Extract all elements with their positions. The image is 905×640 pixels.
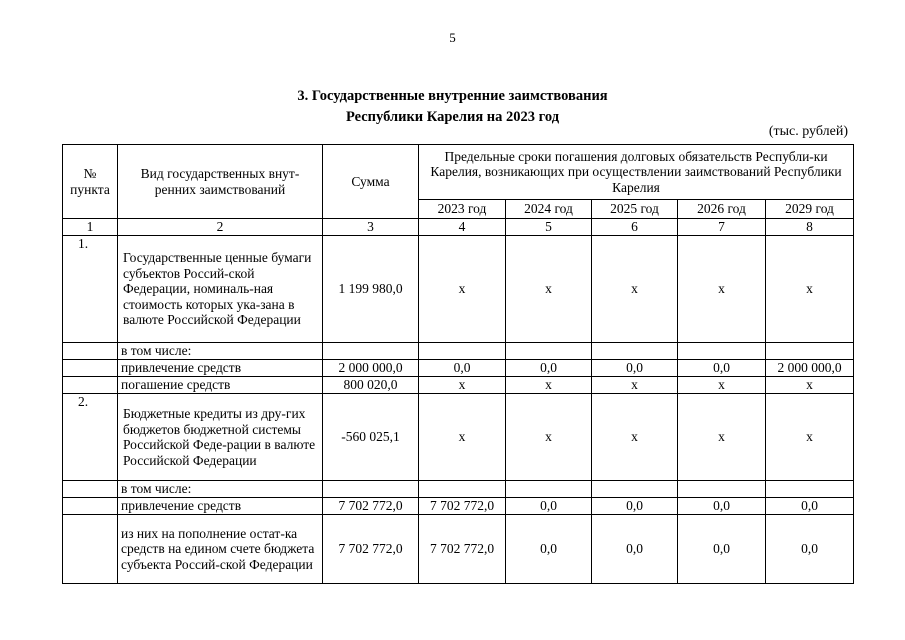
column-number: 8 — [766, 219, 854, 236]
table-row — [63, 481, 854, 498]
row-name: привлечение средств — [118, 360, 323, 377]
row-value: 0,0 — [766, 515, 854, 584]
column-number: 5 — [506, 219, 592, 236]
row-sum: 800 020,0 — [323, 377, 419, 394]
row-name: в том числе: — [118, 343, 323, 360]
row-value: 0,0 — [506, 498, 592, 515]
row-number — [63, 360, 118, 377]
row-value: x — [506, 394, 592, 481]
table-row — [63, 343, 854, 360]
row-value: x — [592, 377, 678, 394]
table-row — [63, 236, 854, 343]
row-value: x — [678, 236, 766, 343]
row-sum: 7 702 772,0 — [323, 498, 419, 515]
section-title — [0, 86, 905, 128]
row-value: x — [506, 377, 592, 394]
row-number — [63, 377, 118, 394]
row-number — [63, 515, 118, 584]
column-number: 4 — [419, 219, 506, 236]
row-number — [63, 343, 118, 360]
row-sum: -560 025,1 — [323, 394, 419, 481]
header-year: 2029 год — [766, 200, 854, 219]
row-value — [766, 481, 854, 498]
row-value — [766, 343, 854, 360]
column-number: 2 — [118, 219, 323, 236]
row-value: 0,0 — [678, 515, 766, 584]
row-value: 0,0 — [592, 515, 678, 584]
table-row — [63, 360, 854, 377]
header-sum: Сумма — [323, 145, 419, 219]
row-value: 0,0 — [506, 360, 592, 377]
row-value: x — [678, 377, 766, 394]
row-value: 0,0 — [592, 498, 678, 515]
column-number: 7 — [678, 219, 766, 236]
header-year: 2024 год — [506, 200, 592, 219]
borrowings-table — [62, 144, 854, 584]
section-title-line-2: Республики Карелия на 2023 год — [345, 109, 560, 125]
row-value: x — [419, 394, 506, 481]
row-value: x — [419, 236, 506, 343]
row-value: x — [592, 236, 678, 343]
row-value: x — [766, 236, 854, 343]
row-value — [506, 343, 592, 360]
row-value: x — [419, 377, 506, 394]
row-number — [63, 498, 118, 515]
table-header-row — [63, 145, 854, 200]
row-name: привлечение средств — [118, 498, 323, 515]
row-name: погашение средств — [118, 377, 323, 394]
row-value: 0,0 — [766, 498, 854, 515]
row-value: x — [766, 377, 854, 394]
section-title-line-1: 3. Государственные внутренние заимствования — [297, 88, 608, 104]
row-value: 0,0 — [506, 515, 592, 584]
column-number: 1 — [63, 219, 118, 236]
row-value: x — [506, 236, 592, 343]
row-value: 0,0 — [592, 360, 678, 377]
table-row — [63, 498, 854, 515]
column-number: 3 — [323, 219, 419, 236]
row-sum: 7 702 772,0 — [323, 515, 419, 584]
header-repayment-terms: Предельные сроки погашения долговых обязательств Республи-ки Карелия, возникающих при осуществлении заимствований Республики Карелия — [419, 145, 854, 200]
row-value — [506, 481, 592, 498]
row-sum — [323, 343, 419, 360]
row-sum — [323, 481, 419, 498]
row-value — [419, 481, 506, 498]
header-number: № пункта — [63, 145, 118, 219]
header-borrowing-type: Вид государственных внут-ренних заимствований — [118, 145, 323, 219]
row-value: 0,0 — [678, 498, 766, 515]
row-sum: 2 000 000,0 — [323, 360, 419, 377]
row-number: 1. — [63, 236, 118, 343]
row-value: x — [592, 394, 678, 481]
table-row — [63, 394, 854, 481]
row-value: 2 000 000,0 — [766, 360, 854, 377]
row-value — [592, 343, 678, 360]
header-year: 2025 год — [592, 200, 678, 219]
row-value: x — [766, 394, 854, 481]
row-value — [678, 343, 766, 360]
row-name: из них на пополнение остат-ка средств на едином счете бюджета субъекта Россий-ской Федерации — [118, 515, 323, 584]
row-name: Бюджетные кредиты из дру-гих бюджетов бюджетной системы Российской Феде-рации в валюте Российской Федерации — [118, 394, 323, 481]
column-numbers-row — [63, 219, 854, 236]
header-year: 2023 год — [419, 200, 506, 219]
row-sum: 1 199 980,0 — [323, 236, 419, 343]
row-number: 2. — [63, 394, 118, 481]
row-number — [63, 481, 118, 498]
row-value — [678, 481, 766, 498]
header-year: 2026 год — [678, 200, 766, 219]
row-name: в том числе: — [118, 481, 323, 498]
row-value: x — [678, 394, 766, 481]
row-value: 7 702 772,0 — [419, 498, 506, 515]
units-label: (тыс. рублей) — [768, 124, 848, 139]
table-row — [63, 515, 854, 584]
page-number: 5 — [449, 30, 456, 45]
row-value: 0,0 — [419, 360, 506, 377]
row-name: Государственные ценные бумаги субъектов Россий-ской Федерации, номиналь-ная стоимость которых ука-зана в валюте Российской Федерации — [118, 236, 323, 343]
row-value — [592, 481, 678, 498]
table-row — [63, 377, 854, 394]
column-number: 6 — [592, 219, 678, 236]
row-value: 7 702 772,0 — [419, 515, 506, 584]
row-value — [419, 343, 506, 360]
row-value: 0,0 — [678, 360, 766, 377]
